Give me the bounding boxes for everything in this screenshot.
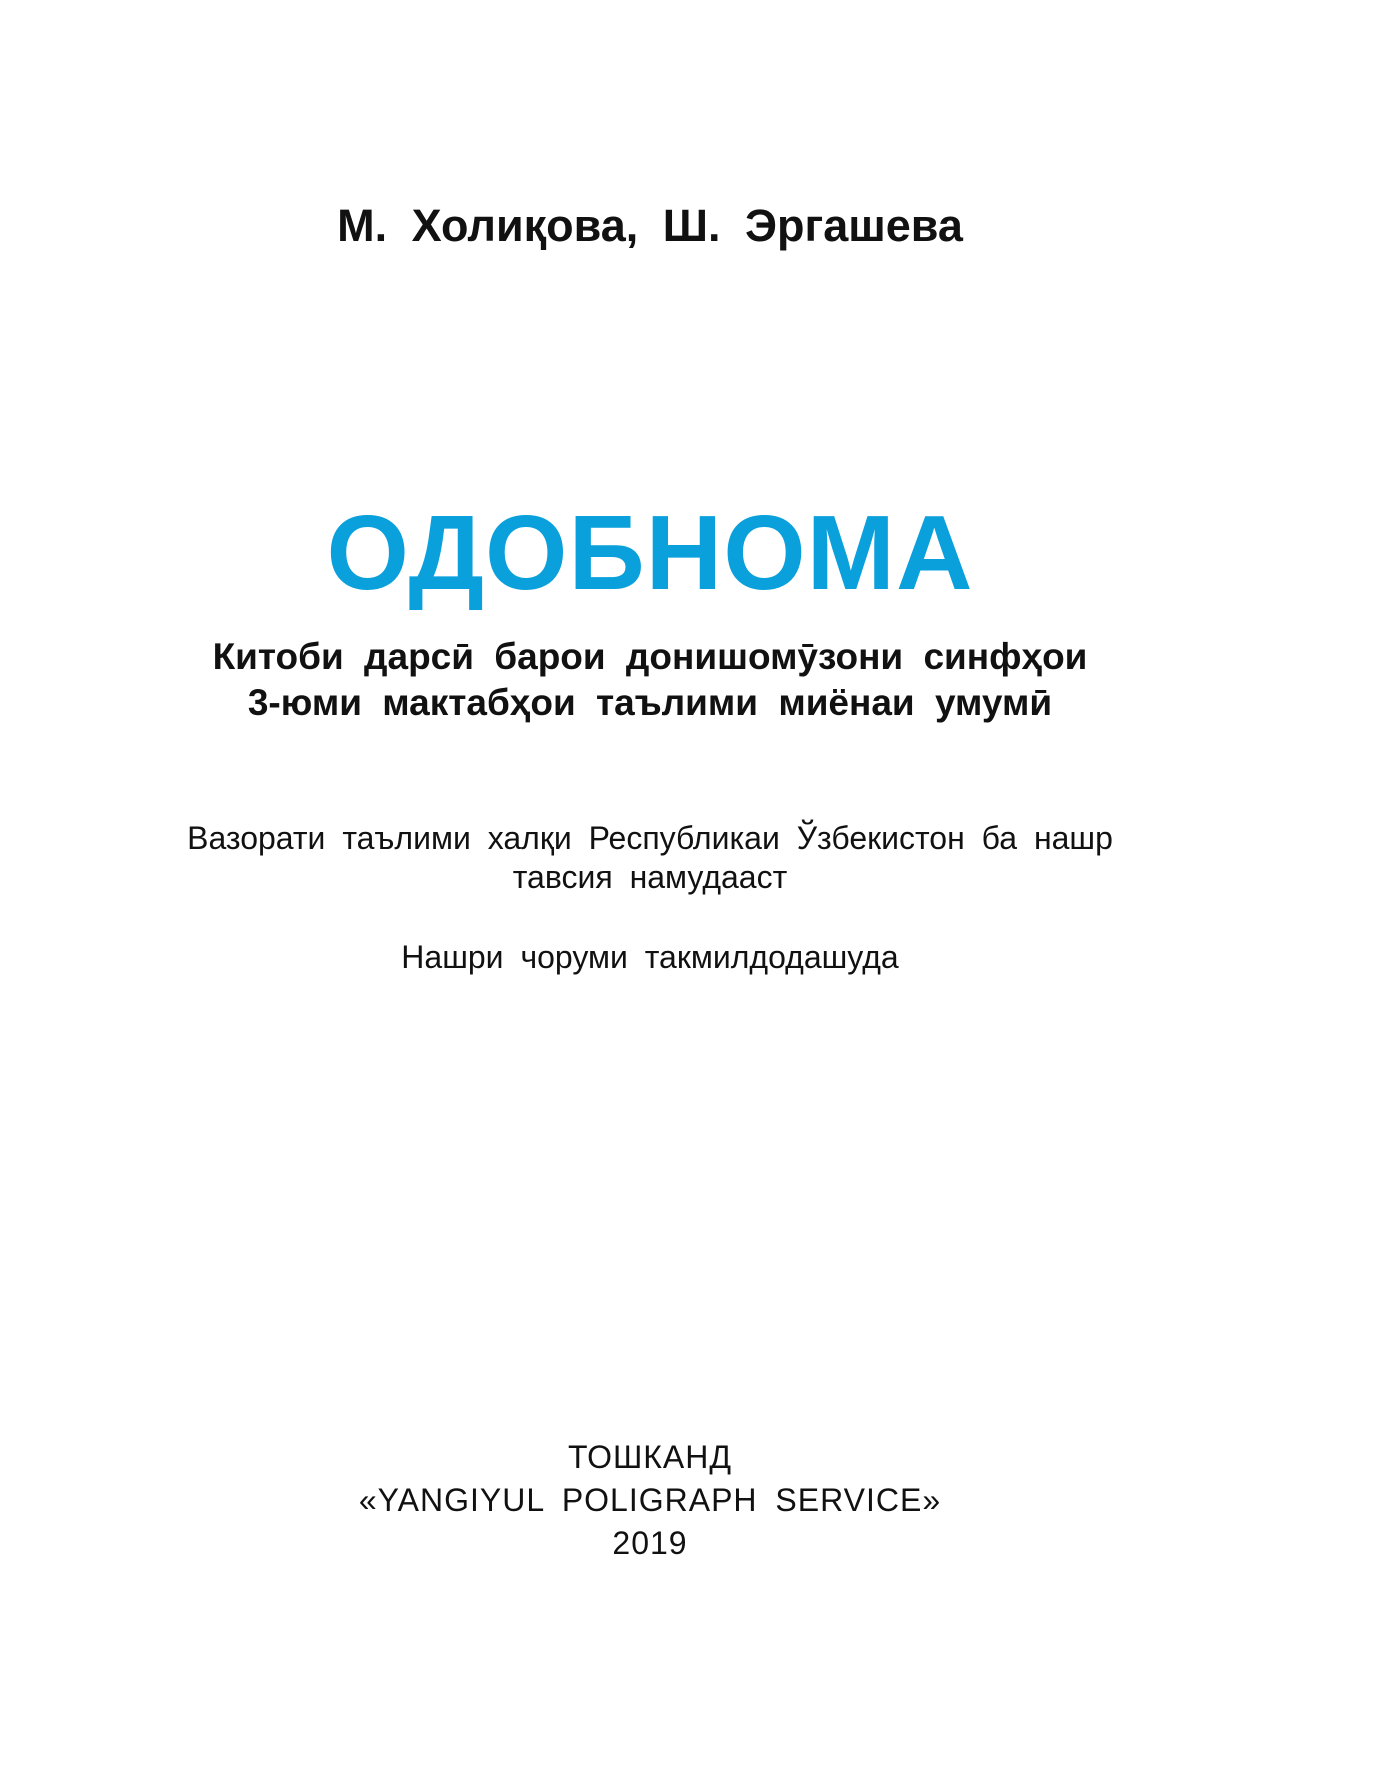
recommendation-line-1: Вазорати таълими халқи Республикаи Ўзбекистон ба нашр (187, 820, 1113, 856)
publication-city: ТОШКАНД (567, 1439, 733, 1475)
recommendation-line-2: тавсия намудааст (512, 859, 788, 895)
publication-year: 2019 (612, 1525, 688, 1561)
edition-note: Нашри чоруми такмилдодашуда (401, 939, 899, 975)
subtitle-line-2: 3-юми мактабҳои таълими миёнаи умумӣ (247, 682, 1053, 723)
book-title: ОДОБНОМА (326, 494, 974, 612)
subtitle-line-1: Китоби дарсӣ барои донишомӯзони синфҳои (212, 636, 1088, 677)
authors: М. Холиқова, Ш. Эргашева (337, 200, 963, 251)
publisher-name: «YANGIYUL POLIGRAPH SERVICE» (358, 1482, 942, 1518)
